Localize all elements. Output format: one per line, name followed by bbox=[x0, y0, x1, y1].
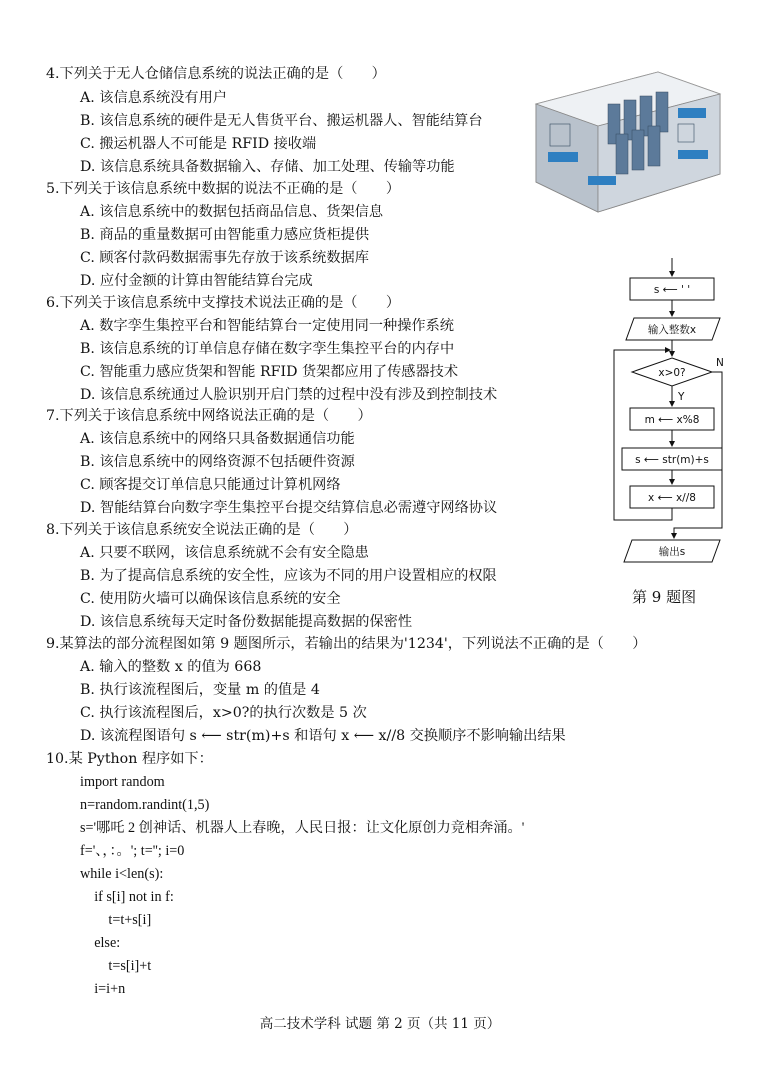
answer-option: C. 执行该流程图后，x>0?的执行次数是 5 次 bbox=[80, 705, 367, 721]
code-line: i=i+n bbox=[80, 981, 126, 997]
code-line: else: bbox=[80, 935, 121, 951]
code-line: s='哪吒 2 创神话、机器人上春晚，人民日报：让文化原创力竞相奔涌。' bbox=[80, 820, 525, 836]
flow-condition: x>0? bbox=[658, 367, 686, 379]
answer-option: C. 顾客提交订单信息只能通过计算机网络 bbox=[80, 477, 341, 493]
question-stem: 7.下列关于该信息系统中网络说法正确的是（ ） bbox=[46, 408, 372, 424]
code-line: while i<len(s): bbox=[80, 866, 164, 882]
answer-option: A. 该信息系统中的网络只具备数据通信功能 bbox=[80, 431, 355, 447]
answer-option: A. 数字孪生集控平台和智能结算台一定使用同一种操作系统 bbox=[80, 318, 454, 334]
flow-input: 输入整数x bbox=[647, 324, 697, 336]
answer-option: D. 该流程图语句 s ⟵ str(m)+s 和语句 x ⟵ x//8 交换顺序不影响输出结果 bbox=[80, 728, 566, 744]
flow-yes-label: Y bbox=[678, 391, 685, 403]
question-stem: 4.下列关于无人仓储信息系统的说法正确的是（ ） bbox=[46, 66, 386, 82]
flow-step1: m ⟵ x%8 bbox=[644, 414, 700, 426]
flowchart-figure bbox=[602, 258, 730, 568]
answer-option: B. 执行该流程图后，变量 m 的值是 4 bbox=[80, 682, 320, 698]
answer-option: C. 智能重力感应货架和智能 RFID 货架都应用了传感器技术 bbox=[80, 364, 459, 380]
answer-option: B. 该信息系统的硬件是无人售货平台、搬运机器人、智能结算台 bbox=[80, 113, 483, 129]
flow-output: 输出s bbox=[658, 546, 686, 558]
code-line: n=random.randint(1,5) bbox=[80, 797, 210, 813]
question-stem: 10.某 Python 程序如下： bbox=[46, 751, 213, 767]
question-stem: 8.下列关于该信息系统安全说法正确的是（ ） bbox=[46, 522, 358, 538]
answer-option: A. 该信息系统没有用户 bbox=[80, 90, 227, 106]
answer-option: D. 应付金额的计算由智能结算台完成 bbox=[80, 273, 313, 289]
answer-option: C. 使用防火墙可以确保该信息系统的安全 bbox=[80, 591, 341, 607]
flow-no-label: N bbox=[716, 357, 724, 369]
question-stem: 9.某算法的部分流程图如第 9 题图所示，若输出的结果为'1234'，下列说法不正确的是（ ） bbox=[46, 636, 647, 652]
answer-option: A. 输入的整数 x 的值为 668 bbox=[80, 659, 262, 675]
question-stem: 5.下列关于该信息系统中数据的说法不正确的是（ ） bbox=[46, 181, 401, 197]
flow-step2: s ⟵ str(m)+s bbox=[635, 454, 709, 466]
answer-option: B. 该信息系统中的网络资源不包括硬件资源 bbox=[80, 454, 355, 470]
figure-caption: 第 9 题图 bbox=[632, 588, 697, 606]
answer-option: C. 顾客付款码数据需事先存放于该系统数据库 bbox=[80, 250, 369, 266]
flow-init: s ⟵ ' ' bbox=[653, 284, 691, 296]
answer-option: C. 搬运机器人不可能是 RFID 接收端 bbox=[80, 136, 317, 152]
code-line: t=t+s[i] bbox=[80, 912, 152, 928]
flow-step3: x ⟵ x//8 bbox=[648, 492, 696, 504]
code-line: import random bbox=[80, 774, 165, 790]
answer-option: D. 智能结算台向数字孪生集控平台提交结算信息必需遵守网络协议 bbox=[80, 500, 498, 516]
answer-option: D. 该信息系统具备数据输入、存储、加工处理、传输等功能 bbox=[80, 159, 455, 175]
code-line: t=s[i]+t bbox=[80, 958, 152, 974]
code-line: f='、，：。'; t=''; i=0 bbox=[80, 843, 185, 859]
warehouse-illustration bbox=[528, 64, 724, 216]
page-footer: 高二技术学科 试题 第 2 页（共 11 页） bbox=[259, 1016, 501, 1032]
answer-option: D. 该信息系统每天定时备份数据能提高数据的保密性 bbox=[80, 614, 413, 630]
answer-option: B. 商品的重量数据可由智能重力感应货柜提供 bbox=[80, 227, 370, 243]
code-line: if s[i] not in f: bbox=[80, 889, 174, 905]
answer-option: B. 该信息系统的订单信息存储在数字孪生集控平台的内存中 bbox=[80, 341, 455, 357]
answer-option: D. 该信息系统通过人脸识别开启门禁的过程中没有涉及到控制技术 bbox=[80, 387, 498, 403]
question-stem: 6.下列关于该信息系统中支撑技术说法正确的是（ ） bbox=[46, 295, 401, 311]
answer-option: A. 该信息系统中的数据包括商品信息、货架信息 bbox=[80, 204, 384, 220]
answer-option: B. 为了提高信息系统的安全性，应该为不同的用户设置相应的权限 bbox=[80, 568, 497, 584]
answer-option: A. 只要不联网，该信息系统就不会有安全隐患 bbox=[80, 545, 369, 561]
